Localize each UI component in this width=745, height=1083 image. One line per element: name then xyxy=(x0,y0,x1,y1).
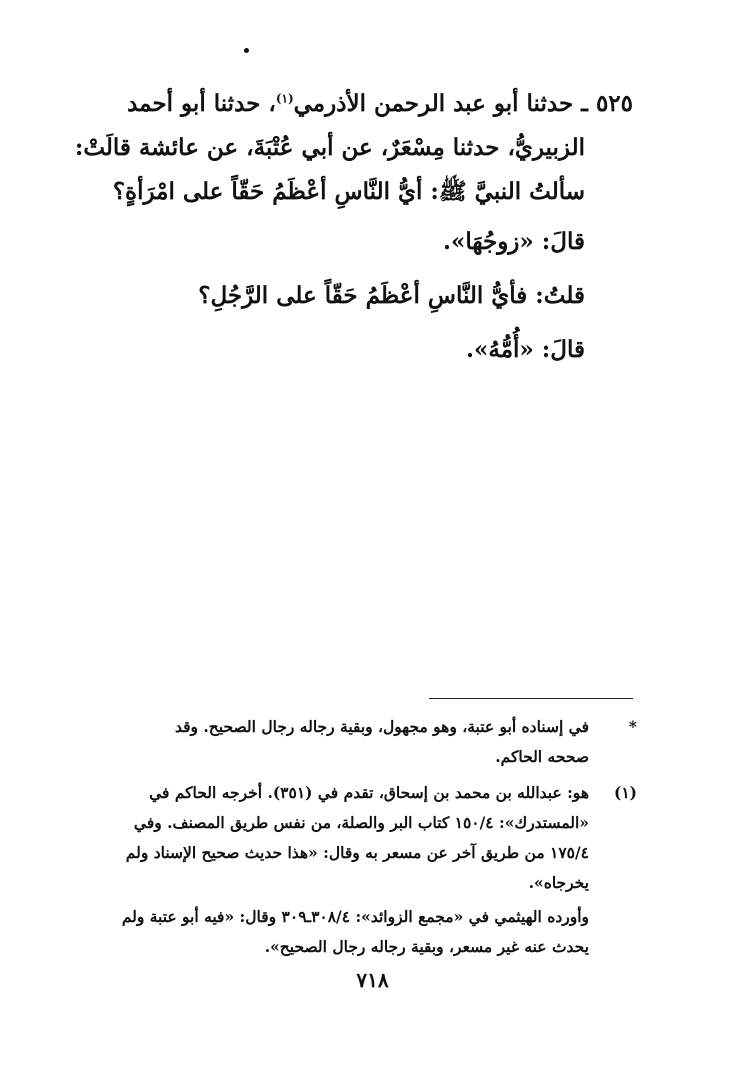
footnote-1-line-1: هو: عبدالله بن محمد بن إسحاق، تقدم في (٣٥١). أخرجه الحاكم في xyxy=(149,783,589,802)
footnote-1-marker: (١) xyxy=(613,783,637,802)
hadith-line-4: قالَ: «زوجُهَا». xyxy=(442,228,585,255)
ink-dot xyxy=(244,48,249,53)
footnote-1-continuation xyxy=(97,902,637,962)
footnote-separator xyxy=(429,698,633,699)
footnotes-section xyxy=(97,712,637,962)
footnote-star-marker: * xyxy=(628,717,637,736)
hadith-line-6: قالَ: «أُمُّهُ». xyxy=(465,336,585,363)
hadith-line-3: سألتُ النبيَّ ﷺ: أيُّ النَّاسِ أعْظَمُ حَقّاً على امْرَأةٍ؟ xyxy=(112,178,585,205)
hadith-line-1-tail: ، حدثنا أبو أحمد xyxy=(127,90,276,117)
hadith-line-2: الزبيريُّ، حدثنا مِسْعَرٌ، عن أبي عُتْبَةَ، عن عائشة قالَتْ: xyxy=(74,134,585,161)
footnote-1 xyxy=(97,778,637,898)
footnote-star-line-2: صححه الحاكم. xyxy=(495,747,589,766)
footnote-cont-line-2: يحدث عنه غير مسعر، وبقية رجاله رجال الصحيح». xyxy=(264,937,589,956)
hadith-line-1 xyxy=(93,82,633,126)
hadith-line-1-text: ٥٢٥ ـ حدثنا أبو عبد الرحمن الأذرمي xyxy=(293,90,633,117)
footnote-1-line-4: يخرجاه». xyxy=(528,873,589,892)
footnote-cont-line-1: وأورده الهيثمي في «مجمع الزوائد»: ٣٠٨/٤ـ٣٠٩ وقال: «فيه أبو عتبة ولم xyxy=(121,907,589,926)
hadith-line-5: قلتُ: فأيُّ النَّاسِ أعْظَمُ حَقّاً على الرَّجُلِ؟ xyxy=(198,282,585,309)
hadith-text xyxy=(74,82,633,372)
footnote-1-line-2: «المستدرك»: ١٥٠/٤ كتاب البر والصلة، من نفس طريق المصنف. وفي xyxy=(133,813,589,832)
footnote-star-line-1: في إسناده أبو عتبة، وهو مجهول، وبقية رجاله رجال الصحيح. وقد xyxy=(174,717,589,736)
footnote-reference[interactable]: (١) xyxy=(275,91,294,106)
footnote-star xyxy=(97,712,637,772)
page-number: ٧١٨ xyxy=(356,968,389,992)
footnote-1-line-3: ١٧٥/٤ من طريق آخر عن مسعر به وقال: «هذا حديث صحيح الإسناد ولم xyxy=(125,843,589,862)
